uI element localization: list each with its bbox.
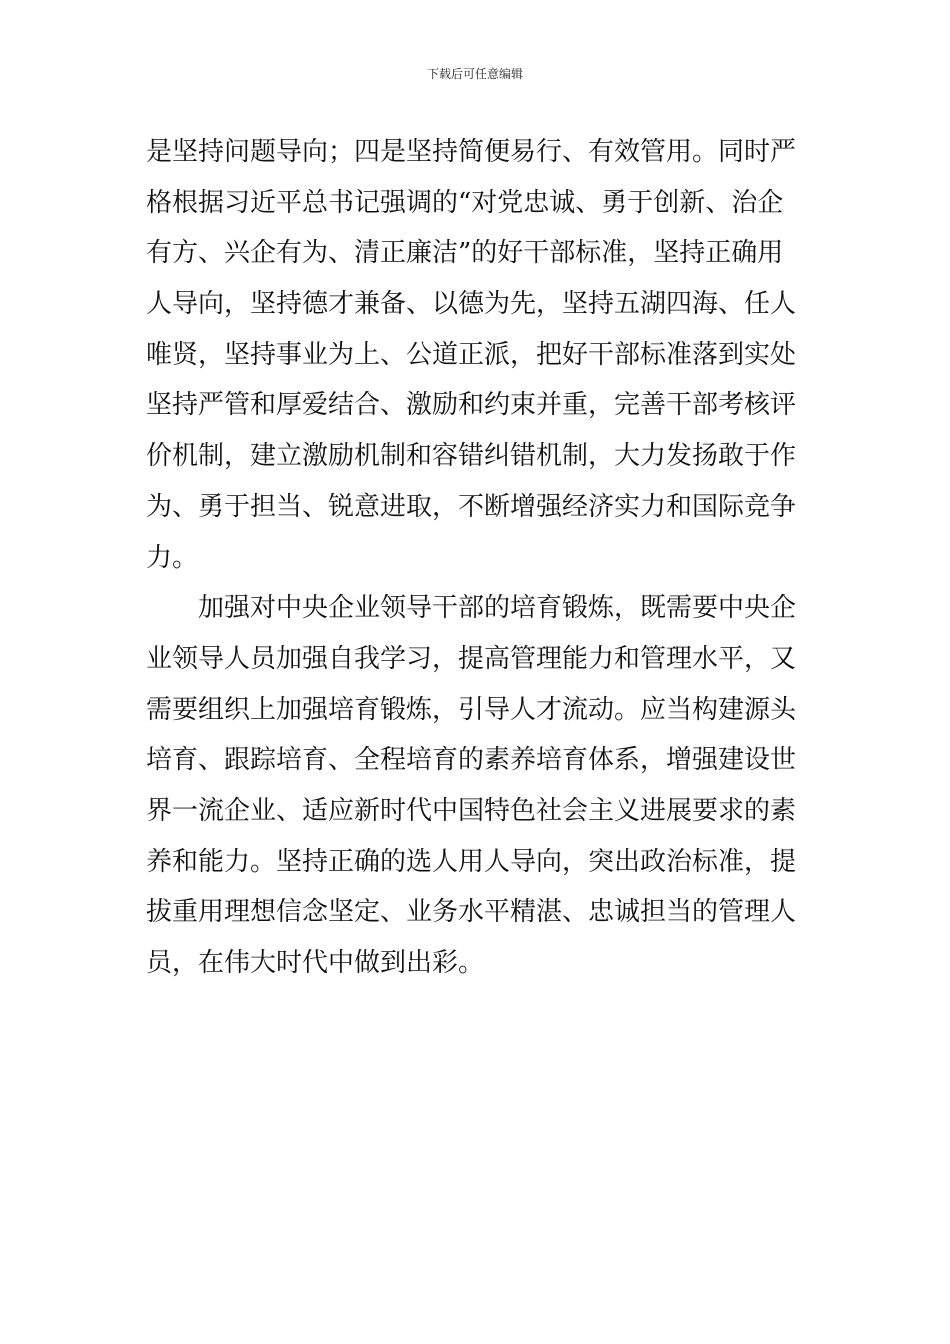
text-line: 坚持严管和厚爱结合、激励和约束并重，完善干部考核评 <box>146 390 797 421</box>
text-line: 为、勇于担当、锐意进取，不断增强经济实力和国际竞争 <box>146 491 797 522</box>
paragraph-1 <box>146 127 821 583</box>
text-line: 养和能力。坚持正确的选人用人导向，突出政治标准，提 <box>146 846 797 877</box>
text-line: 培育、跟踪培育、全程培育的素养培育体系，增强建设世 <box>146 745 797 776</box>
text-line: 业领导人员加强自我学习，提高管理能力和管理水平，又 <box>146 643 797 674</box>
text-line: 需要组织上加强培育锻炼，引导人才流动。应当构建源头 <box>146 694 797 725</box>
text-line: 拔重用理想信念坚定、业务水平精湛、忠诚担当的管理人 <box>146 897 797 928</box>
text-line: 有方、兴企有为、清正廉洁”的好干部标准，坚持正确用 <box>146 238 784 269</box>
body-text <box>146 127 821 989</box>
text-line: 加强对中央企业领导干部的培育锻炼，既需要中央企 <box>198 593 797 624</box>
text-line: 是坚持问题导向；四是坚持简便易行、有效管用。同时严 <box>146 137 797 167</box>
text-line: 界一流企业、适应新时代中国特色社会主义进展要求的素 <box>146 795 797 826</box>
text-line: 员，在伟大时代中做到出彩。 <box>146 948 485 978</box>
text-line: 格根据习近平总书记强调的“对党忠诚、勇于创新、治企 <box>146 187 784 218</box>
text-line: 价机制，建立激励机制和容错纠错机制，大力发扬敢于作 <box>146 441 797 472</box>
page-header: 下载后可任意编辑 <box>426 67 523 81</box>
text-line: 人导向，坚持德才兼备、以德为先，坚持五湖四海、任人 <box>146 289 797 320</box>
text-line: 力。 <box>146 542 199 573</box>
paragraph-2 <box>146 583 821 989</box>
text-line: 唯贤，坚持事业为上、公道正派，把好干部标准落到实处 <box>146 339 797 370</box>
